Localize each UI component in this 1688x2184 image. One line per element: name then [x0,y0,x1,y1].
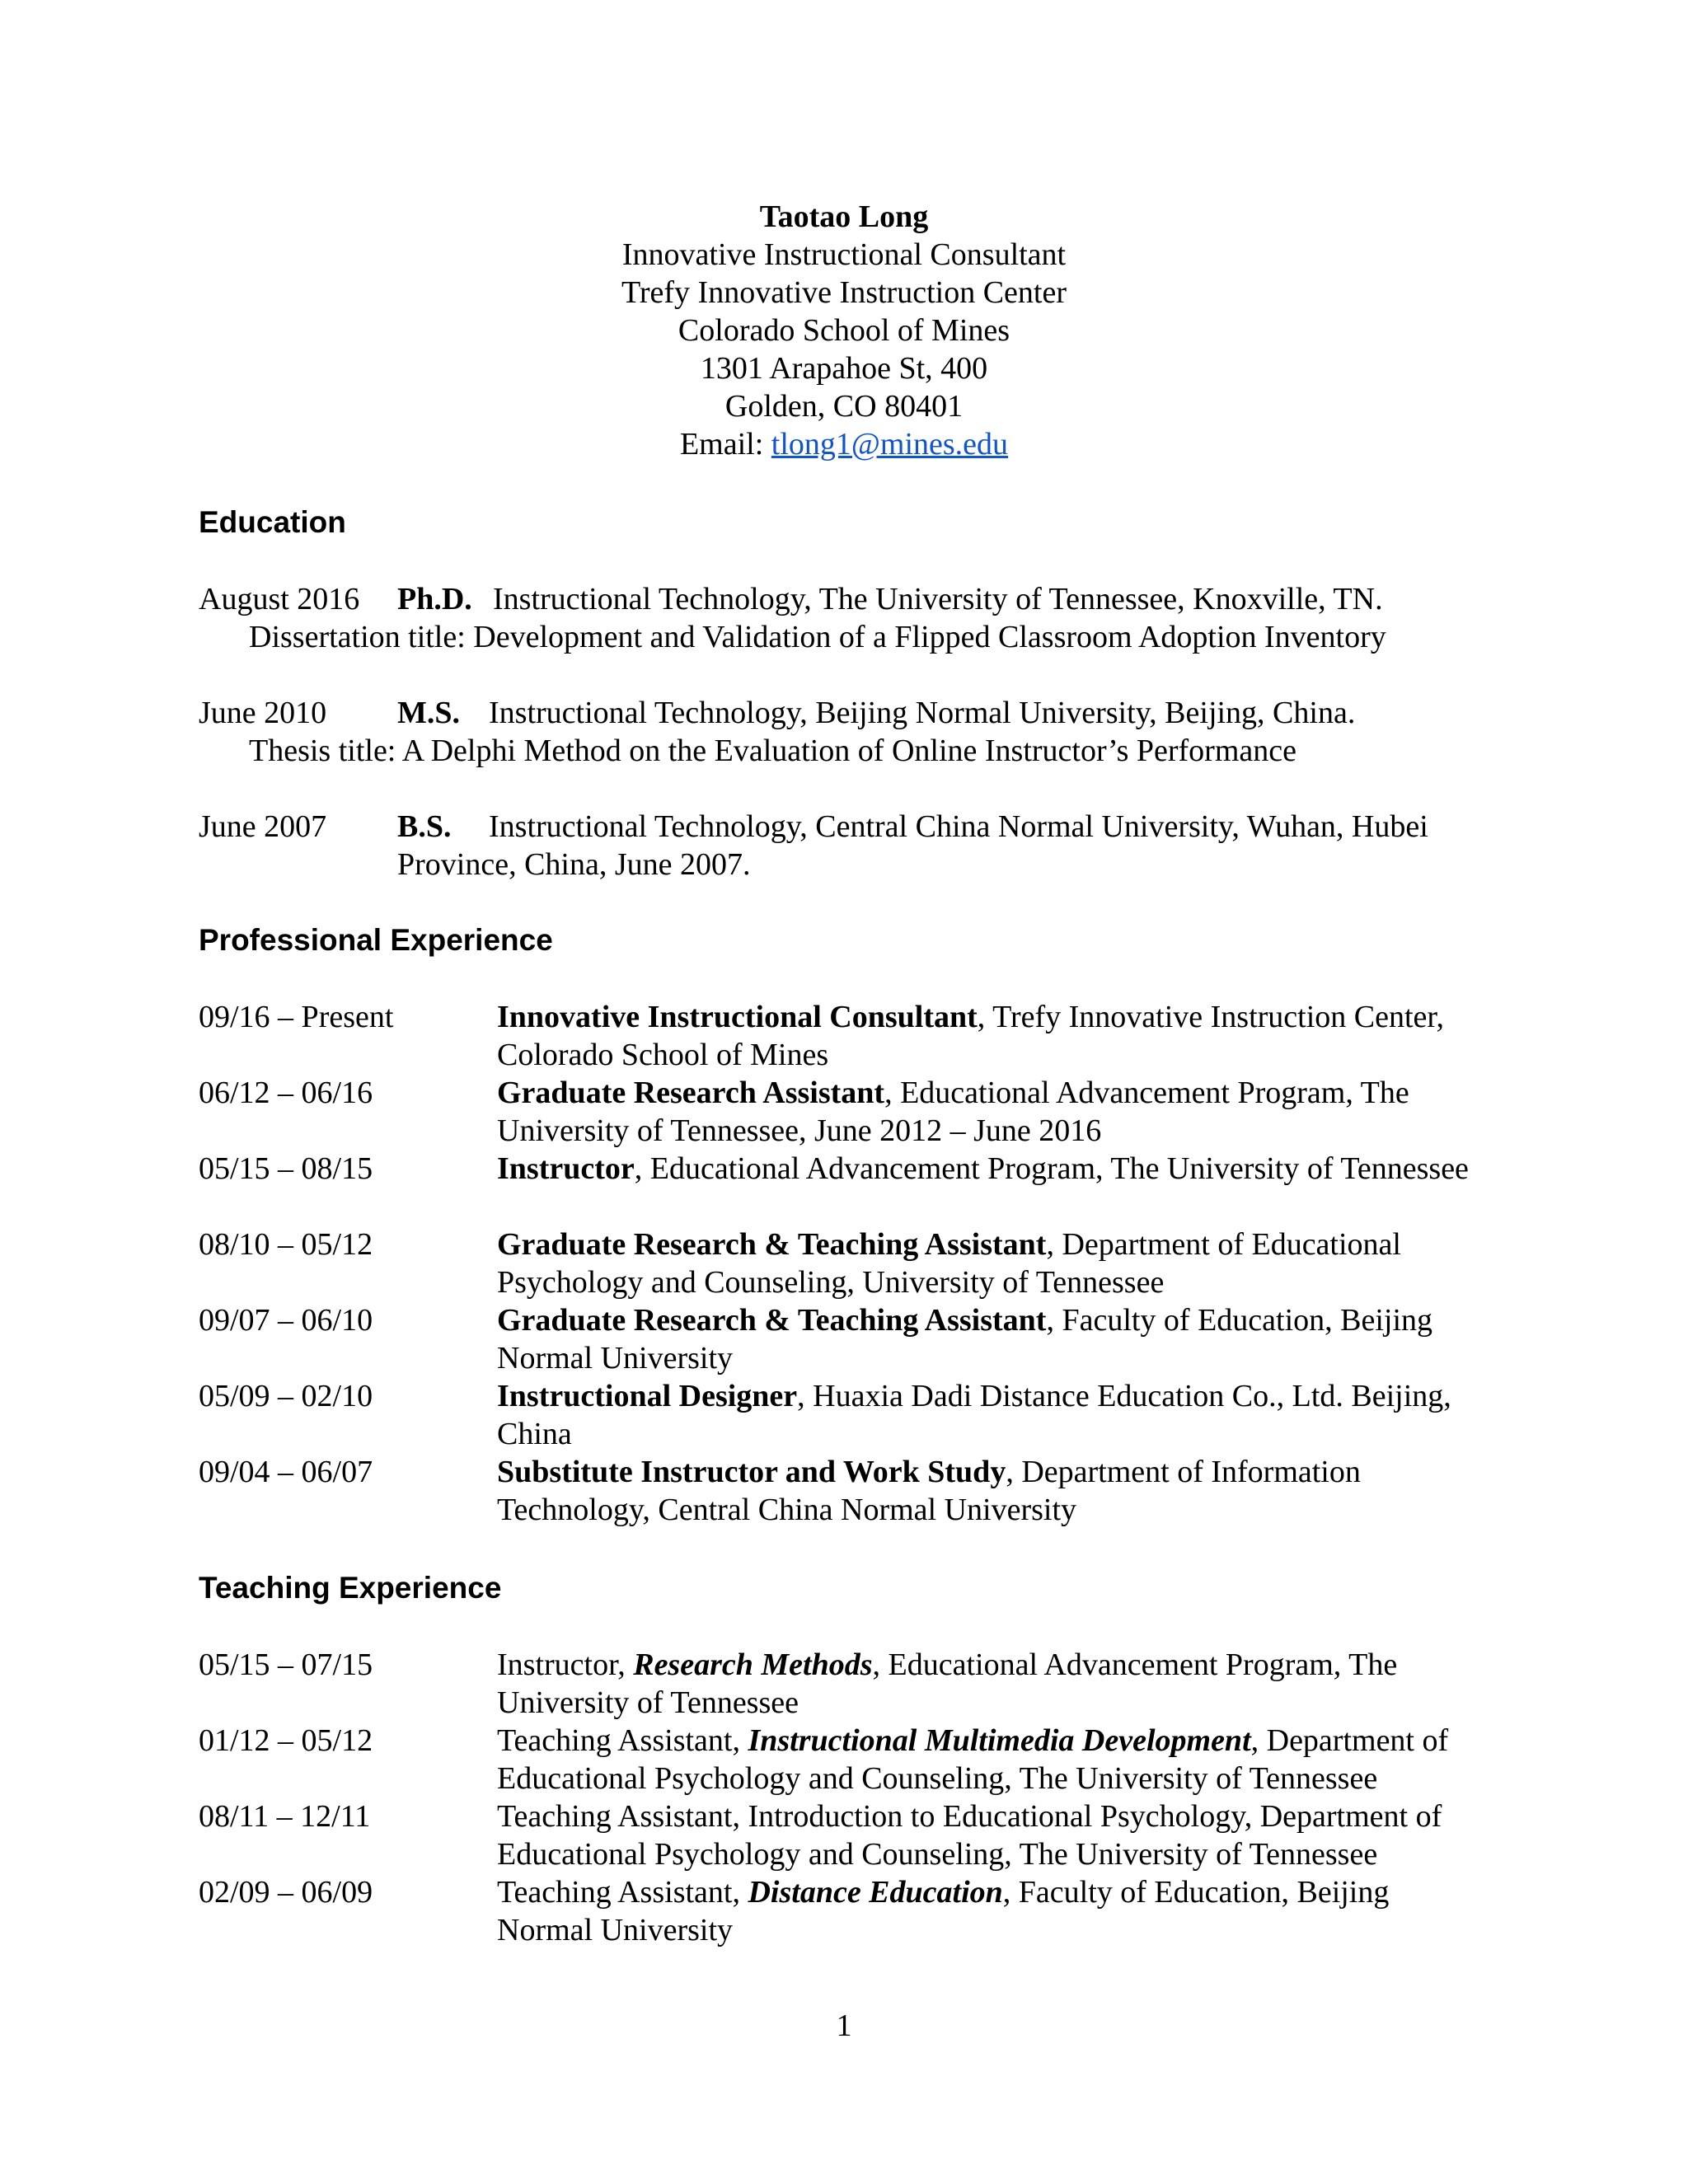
email-line [0,425,1688,463]
experience-item [199,1453,1501,1529]
experience-description [497,1150,1486,1188]
experience-details: , Trefy Innovative Instruction Center, Colorado School of Mines [497,1000,1445,1072]
teaching-details: , Educational Advancement Program, The University of Tennessee [497,1647,1398,1720]
experience-item [199,1150,1501,1226]
experience-title: Graduate Research & Teaching Assistant [497,1303,1047,1338]
city-address: Golden, CO 80401 [724,389,964,424]
experience-description [497,1074,1486,1150]
experience-item [199,1074,1501,1150]
experience-title: Substitute Instructor and Work Study [497,1455,1006,1489]
education-degree: Ph.D. [397,582,472,616]
experience-title: Instructor [497,1151,635,1186]
experience-date: 05/15 – 08/15 [199,1151,373,1186]
education-degree: B.S. [397,809,452,844]
teaching-date: 05/15 – 07/15 [199,1647,373,1682]
teaching-item [199,1646,1501,1722]
education-description: Instructional Technology, Central China Normal University, Wuhan, Hubei [489,809,1428,844]
experience-date: 09/07 – 06/10 [199,1303,373,1338]
teaching-date: 02/09 – 06/09 [199,1875,373,1910]
teaching-experience-heading: Teaching Experience [199,1571,502,1605]
experience-title: Graduate Research & Teaching Assistant [497,1227,1047,1262]
teaching-description [497,1646,1486,1722]
experience-date: 09/04 – 06/07 [199,1455,373,1489]
email-label: Email: [679,427,771,462]
professional-experience-heading: Professional Experience [199,923,553,957]
page-number: 1 [836,2008,852,2043]
teaching-experience-list [199,1646,1501,1949]
experience-date: 08/10 – 05/12 [199,1227,373,1262]
experience-details: , Huaxia Dadi Distance Education Co., Ltd. Beijing, China [497,1379,1451,1451]
experience-description [497,1301,1486,1377]
experience-title: Instructional Designer [497,1379,798,1413]
teaching-description [497,1722,1486,1797]
experience-details: , Department of Information Technology, Central China Normal University [497,1455,1361,1527]
experience-title: Graduate Research Assistant [497,1076,885,1110]
experience-details: , Educational Advancement Program, The University of Tennessee [634,1151,1469,1186]
experience-date: 05/09 – 02/10 [199,1379,373,1413]
course-name: Instructional Multimedia Development [748,1723,1251,1758]
thesis-title: Thesis title: A Delphi Method on the Evaluation of Online Instructor’s Performance [249,733,1296,768]
experience-details: , Educational Advancement Program, The University of Tennessee, June 2012 – June 2016 [497,1076,1409,1148]
experience-details: , Faculty of Education, Beijing Normal University [497,1303,1433,1376]
experience-date: 09/16 – Present [199,1000,394,1034]
education-date: August 2016 [199,582,360,616]
school-name: Colorado School of Mines [678,313,1010,348]
email-link[interactable]: tlong1@mines.edu [771,427,1009,462]
teaching-description [497,1873,1486,1949]
education-description-continued: Province, China, June 2007. [397,847,751,882]
experience-item [199,1377,1501,1453]
experience-item [199,998,1501,1074]
experience-item [199,1301,1501,1377]
teaching-item [199,1873,1501,1949]
experience-details: , Department of Educational Psychology and Counseling, University of Tennessee [497,1227,1401,1300]
dissertation-title: Dissertation title: Development and Validation of a Flipped Classroom Adoption Inventory [249,620,1386,654]
teaching-description [497,1797,1486,1873]
professional-experience-list [199,998,1501,1529]
teaching-item [199,1797,1501,1873]
teaching-role: Teaching Assistant, [497,1723,748,1758]
teaching-role: Instructor, [497,1647,634,1682]
person-name: Taotao Long [759,199,929,234]
experience-description [497,1453,1486,1529]
course-name: Research Methods [633,1647,873,1682]
education-date: June 2010 [199,696,327,730]
experience-date: 06/12 – 06/16 [199,1076,373,1110]
education-date: June 2007 [199,809,327,844]
contact-header [0,198,1688,463]
education-description: Instructional Technology, Beijing Normal University, Beijing, China. [489,696,1356,730]
education-degree: M.S. [397,696,460,730]
experience-description [497,1226,1486,1301]
teaching-date: 08/11 – 12/11 [199,1799,371,1834]
experience-description [497,1377,1486,1453]
teaching-details: , Faculty of Education, Beijing Normal University [497,1875,1390,1947]
teaching-details: , Department of Educational Psychology and Counseling, The University of Tennessee [497,1723,1449,1796]
teaching-role: Teaching Assistant, Introduction to Educational Psychology, Department of Educational Psychology and Counseling, The University of Tennessee [497,1799,1442,1872]
course-name: Distance Education [748,1875,1003,1910]
experience-item [199,1226,1501,1301]
job-title: Innovative Instructional Consultant [621,237,1067,272]
experience-description [497,998,1486,1074]
education-heading: Education [199,505,346,539]
education-description: Instructional Technology, The University of Tennessee, Knoxville, TN. [493,582,1383,616]
experience-title: Innovative Instructional Consultant [497,1000,978,1034]
teaching-date: 01/12 – 05/12 [199,1723,373,1758]
street-address: 1301 Arapahoe St, 400 [700,351,988,386]
teaching-role: Teaching Assistant, [497,1875,748,1910]
center-name: Trefy Innovative Instruction Center [621,275,1067,310]
teaching-item [199,1722,1501,1797]
